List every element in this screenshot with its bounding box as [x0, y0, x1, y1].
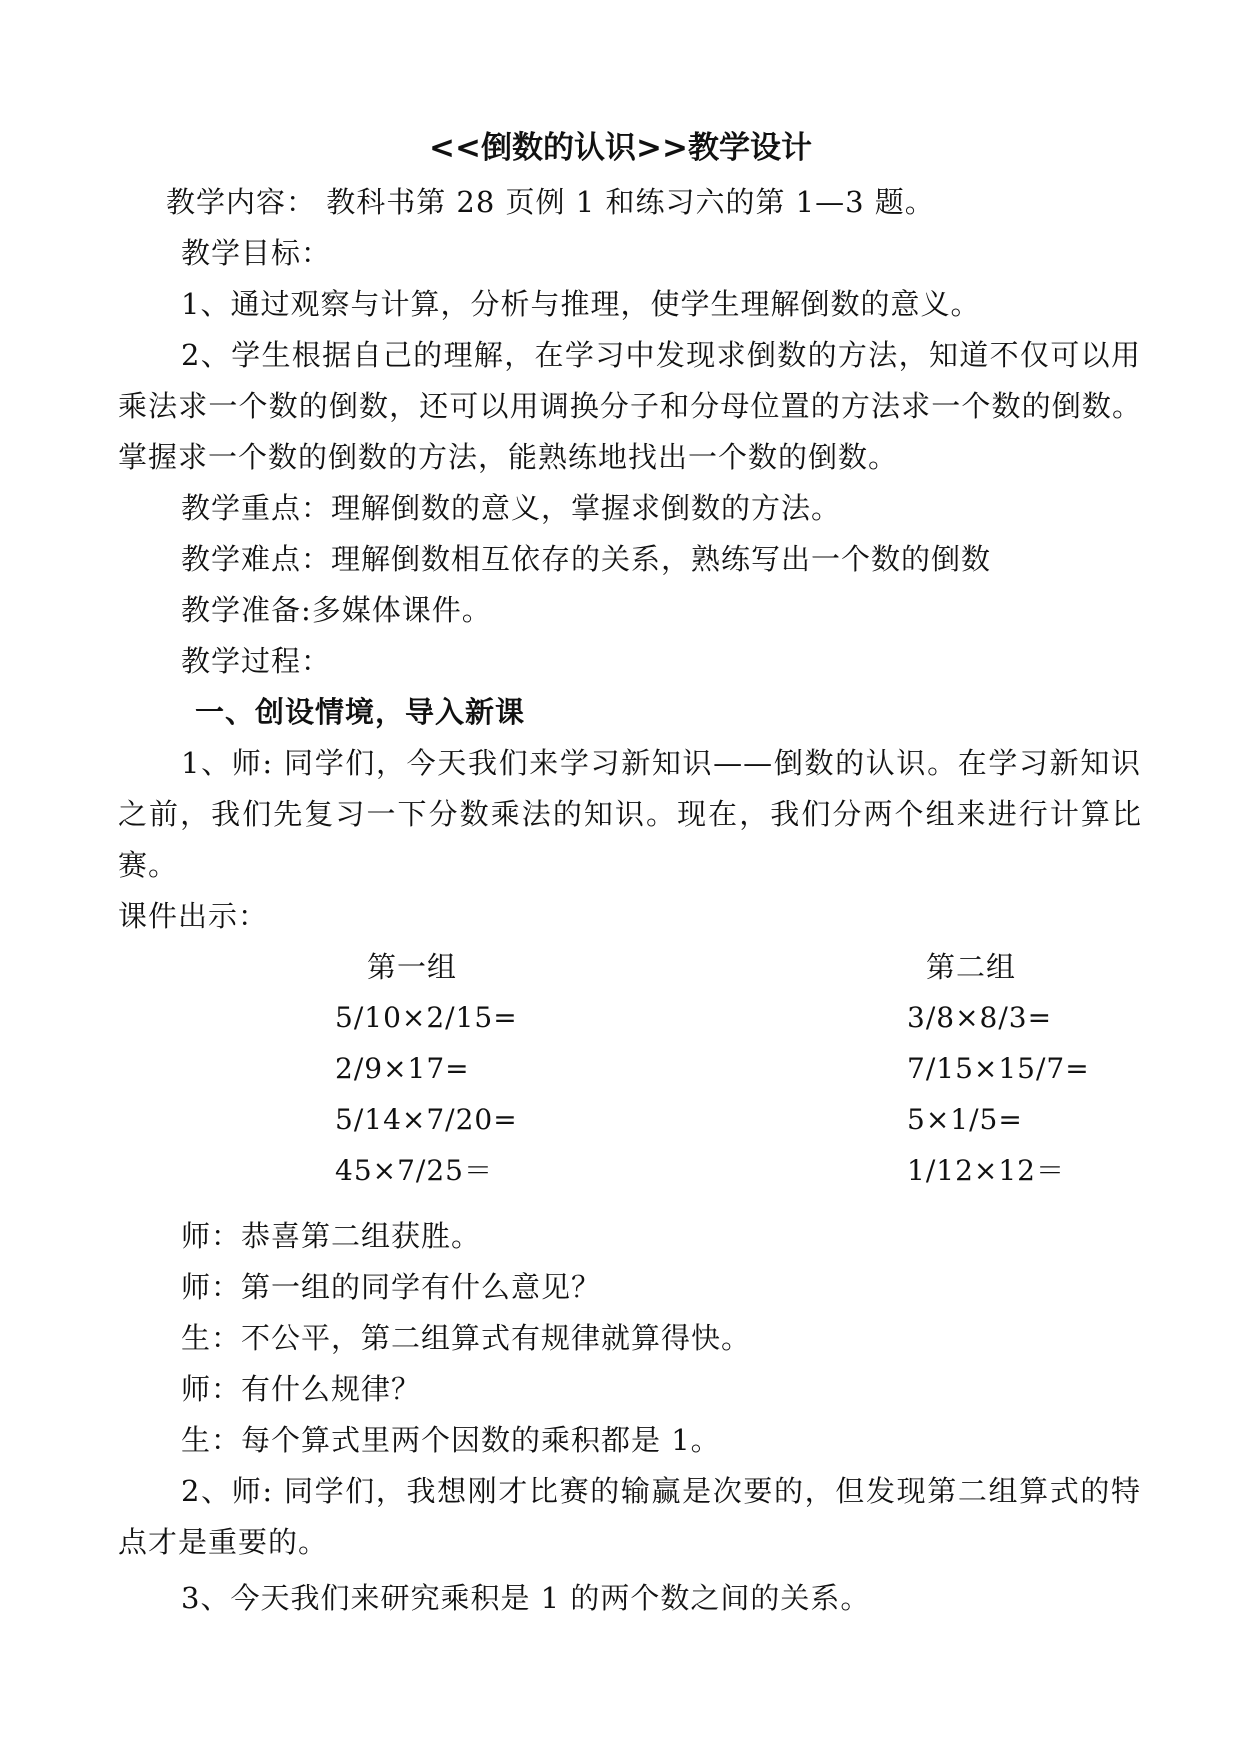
dialogue-line: 师：有什么规律？	[181, 1372, 422, 1406]
preparation: 教学准备:多媒体课件。	[181, 593, 492, 627]
objective-2-line-2: 乘法求一个数的倒数，还可以用调换分子和分母位置的方法求一个数的倒数。	[118, 389, 1142, 423]
dialogue-line: 生：每个算式里两个因数的乘积都是 1。	[181, 1423, 721, 1457]
group-1-item: 45×7/25＝	[335, 1154, 493, 1187]
objective-1: 1、通过观察与计算，分析与推理，使学生理解倒数的意义。	[181, 287, 981, 321]
dialogue-line: 师：第一组的同学有什么意见？	[181, 1270, 602, 1304]
teaching-content: 教学内容： 教科书第 28 页例 1 和练习六的第 1—3 题。	[166, 185, 935, 219]
dialogue-line: 生：不公平，第二组算式有规律就算得快。	[181, 1321, 752, 1355]
dialogue-line: 师：恭喜第二组获胜。	[181, 1219, 482, 1253]
group-1-item: 5/10×2/15=	[335, 1001, 518, 1034]
section-1-heading: 一、创设情境，导入新课	[195, 695, 526, 729]
objective-2-line-3: 掌握求一个数的倒数的方法，能熟练地找出一个数的倒数。	[118, 440, 899, 474]
objectives-label: 教学目标：	[181, 236, 332, 270]
paragraph-1-line-3: 赛。	[118, 848, 179, 882]
difficulty: 教学难点：理解倒数相互依存的关系，熟练写出一个数的倒数	[181, 542, 992, 576]
group-2-item: 5×1/5=	[907, 1103, 1023, 1136]
paragraph-2-line-1: 2、师: 同学们，我想刚才比赛的输赢是次要的，但发现第二组算式的特	[181, 1474, 1141, 1508]
objective-2-line-1: 2、学生根据自己的理解，在学习中发现求倒数的方法，知道不仅可以用	[181, 338, 1141, 372]
process-label: 教学过程：	[181, 644, 332, 678]
key-point: 教学重点：理解倒数的意义，掌握求倒数的方法。	[181, 491, 842, 525]
group-2-item: 7/15×15/7=	[907, 1052, 1090, 1085]
group-1-item: 2/9×17=	[335, 1052, 470, 1085]
paragraph-2-line-2: 点才是重要的。	[118, 1525, 329, 1559]
paragraph-1-line-1: 1、师: 同学们，今天我们来学习新知识——倒数的认识。在学习新知识	[181, 746, 1141, 780]
group-2-item: 3/8×8/3=	[907, 1001, 1053, 1034]
courseware-label: 课件出示：	[118, 899, 269, 933]
group-2-heading: 第二组	[926, 950, 1017, 984]
paragraph-3: 3、今天我们来研究乘积是 1 的两个数之间的关系。	[181, 1581, 871, 1615]
paragraph-1-line-2: 之前，我们先复习一下分数乘法的知识。现在，我们分两个组来进行计算比	[118, 797, 1142, 831]
group-1-heading: 第一组	[367, 950, 458, 984]
group-1-item: 5/14×7/20=	[335, 1103, 518, 1136]
group-2-item: 1/12×12＝	[907, 1154, 1065, 1187]
document-title: <<倒数的认识>>教学设计	[429, 130, 812, 166]
